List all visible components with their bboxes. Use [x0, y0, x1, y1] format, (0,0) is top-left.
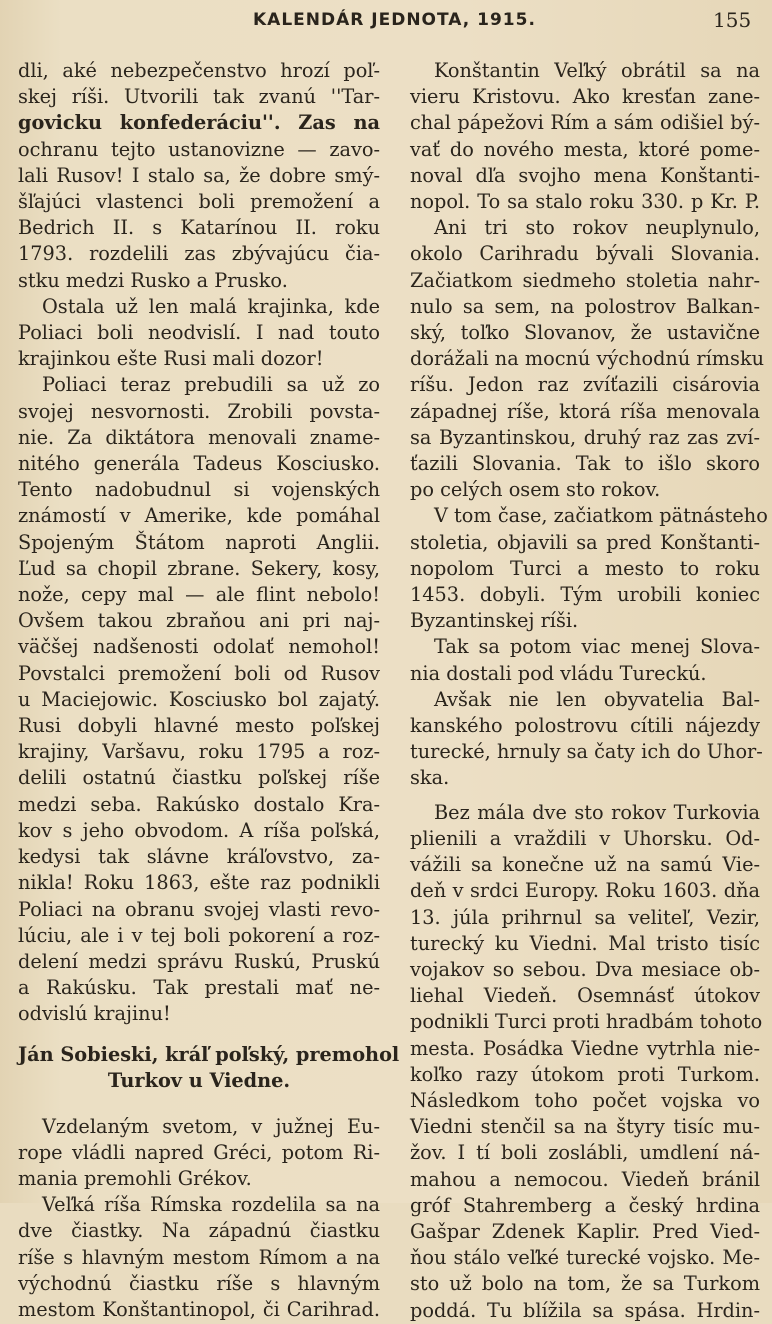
text-line: Poliaci na obranu svojej vlasti revo- — [18, 897, 380, 921]
text-line: ríšu. Jedon raz zvíťazili cisárovia — [410, 373, 760, 397]
text-line: lúciu, ale i v tej boli pokorení a roz- — [18, 923, 380, 947]
text-line: Začiatkom siedmeho stoletia nahr- — [410, 268, 760, 292]
text-line: mahou a nemocou. Viedeň bránil — [410, 1167, 760, 1191]
text-line: dve čiastky. Na západnú čiastku — [18, 1219, 380, 1243]
text-line: 1793. rozdelili zas zbývajúcu čia- — [18, 242, 380, 266]
heading-line: Ján Sobieski, kráľ poľský, premohol — [18, 1042, 400, 1066]
text-line: mestom Konštantinopol, či Carihrad. — [18, 1297, 380, 1321]
text-line: gróf Stahremberg a český hrdina — [410, 1193, 760, 1217]
text-line: vážili sa konečne už na samú Vie- — [410, 853, 760, 877]
text-line: delili ostatnú čiastku poľskej ríše — [18, 766, 380, 790]
text-line: vať do nového mesta, ktoré pome- — [410, 137, 760, 161]
text-line: ňou stálo veľké turecké vojsko. Me- — [410, 1246, 760, 1270]
paragraph — [18, 1192, 380, 1323]
text-line: svojej nesvornosti. Zrobili povsta- — [18, 399, 380, 423]
paragraph — [18, 58, 380, 294]
text-line: nulo sa sem, na polostrov Balkan- — [410, 294, 760, 318]
text-line: koľko razy útokom proti Turkom. — [410, 1062, 760, 1086]
paragraph — [18, 372, 380, 1027]
text-line: Avšak nie len obyvatelia Bal- — [434, 687, 760, 711]
text-line: krajinkou ešte Rusi mali dozor! — [18, 347, 324, 371]
paragraph — [410, 58, 760, 215]
text-line: Bez mála dve sto rokov Turkovia — [434, 800, 760, 824]
text-line: delení medzi správu Ruskú, Pruskú — [18, 949, 380, 973]
text-line: žov. I tí boli zoslábli, umdlení ná- — [410, 1141, 760, 1165]
text-line: u Maciejowic. Kosciusko bol zajatý. — [18, 687, 380, 711]
text-line: Tento nadobudnul si vojenských — [18, 478, 380, 502]
text-line: východnú čiastku ríše s hlavným — [18, 1271, 380, 1295]
paragraph — [410, 687, 763, 792]
text-line: mesta. Posádka Viedne vytrhla nie- — [410, 1036, 760, 1060]
paragraph — [18, 1114, 380, 1193]
text-line: Následkom toho počet vojska vo — [410, 1088, 760, 1112]
text-line: skej ríši. Utvorili tak zvanú ''Tar- — [18, 85, 380, 109]
text-line: mania premohli Grékov. — [18, 1166, 252, 1190]
text-line: odvislú krajinu! — [18, 1002, 171, 1026]
text-line: sa Byzantinskou, druhý raz zas zví- — [410, 425, 760, 449]
text-line: Gašpar Zdenek Kaplir. Pred Vied- — [410, 1219, 760, 1243]
section-heading — [18, 1042, 400, 1094]
text-line: kanského polostrovu cítili nájezdy — [410, 714, 760, 738]
left-column — [18, 58, 400, 1323]
page-number: 155 — [713, 8, 752, 32]
text-line: Ovšem takou zbraňou ani pri naj- — [18, 609, 380, 633]
paragraph — [410, 800, 763, 1324]
text-line: V tom čase, začiatkom pätnásteho — [434, 504, 768, 528]
text-line: liehal Viedeň. Osemnásť útokov — [410, 984, 760, 1008]
paragraph — [18, 294, 380, 373]
text-line: Ľud sa chopil zbrane. Sekery, kosy, — [18, 556, 380, 580]
text-line: noval dľa svojho mena Konštanti- — [410, 163, 760, 187]
text-line: ríše s hlavným mestom Rímom a na — [18, 1245, 380, 1269]
text-line: Ostala už len malá krajinka, kde — [42, 294, 380, 318]
paragraph — [410, 634, 760, 686]
text-line: nitého generála Tadeus Kosciusko. — [18, 452, 380, 476]
text-line: ťazili Slovania. Tak to išlo skoro — [410, 452, 760, 476]
text-line: Konštantin Veľký obrátil sa na — [434, 59, 760, 82]
text-line: Spojeným Štátom naproti Anglii. — [18, 530, 380, 554]
text-line: nopol. To sa stalo roku 330. p Kr. P. — [410, 190, 760, 214]
heading-line: Turkov u Viedne. — [107, 1068, 291, 1092]
text-line: chal pápežovi Rím a sám odišiel bý- — [410, 111, 760, 135]
text-line: stoletia, objavili sa pred Konštanti- — [410, 530, 760, 554]
text-line: ský, toľko Slovanov, že ustavične — [410, 321, 760, 345]
text-line: a Rakúsku. Tak prestali mať ne- — [18, 976, 380, 1000]
text-line: Vzdelaným svetom, v južnej Eu- — [42, 1114, 380, 1138]
text-line: ska. — [410, 766, 450, 790]
text-line: kedysi tak slávne kráľovstvo, za- — [18, 845, 380, 869]
text-line: nože, cepy mal — ale flint nebolo! — [18, 583, 380, 607]
running-title: KALENDÁR JEDNOTA, 1915. — [253, 10, 536, 30]
text-line: kov s jeho obvodom. A ríša poľská, — [18, 818, 380, 842]
text-line: poddá. Tu blížila sa spása. Hrdin- — [410, 1298, 760, 1322]
text-line: govicku konfederáciu''. Zas na — [18, 111, 380, 135]
text-line: väčšej nadšenosti odolať nemohol! — [18, 635, 380, 659]
text-line: plienili a vraždili v Uhorsku. Od- — [410, 826, 760, 850]
text-line: krajiny, Varšavu, roku 1795 a roz- — [18, 740, 380, 764]
text-line: ochranu tejto ustanovizne — zavo- — [18, 137, 380, 161]
text-line: Tak sa potom viac menej Slova- — [434, 635, 760, 659]
paragraph — [410, 503, 768, 634]
text-line: západnej ríše, ktorá ríša menovala — [410, 399, 760, 423]
text-line: vojakov so sebou. Dva mesiace ob- — [410, 957, 760, 981]
text-line: Bedrich II. s Katarínou II. roku — [18, 216, 380, 240]
text-line: vieru Kristovu. Ako kresťan zane- — [410, 85, 760, 109]
text-line: Byzantinskej ríši. — [410, 609, 579, 633]
text-line: dli, aké nebezpečenstvo hrozí poľ- — [18, 59, 380, 82]
text-line: okolo Carihradu bývali Slovania. — [410, 242, 760, 266]
text-line: dorážali na mocnú východnú rímsku — [410, 347, 765, 371]
text-line: 13. júla prihrnul sa veliteľ, Vezir, — [410, 905, 760, 929]
text-line: Poliaci boli neodvislí. I nad touto — [18, 321, 380, 345]
text-line: Rusi dobyli hlavné mesto poľskej — [18, 714, 380, 738]
text-line: nia dostali pod vládu Tureckú. — [410, 661, 707, 685]
text-line: šľajúci vlastenci boli premožení a — [18, 190, 380, 214]
text-line: po celých osem sto rokov. — [410, 478, 661, 502]
text-line: deň v srdci Europy. Roku 1603. dňa — [410, 879, 760, 903]
text-line: Ani tri sto rokov neuplynulo, — [434, 216, 760, 240]
text-line: sto už bolo na tom, že sa Turkom — [410, 1272, 760, 1296]
text-line: nie. Za diktátora menovali zname- — [18, 425, 380, 449]
text-line: Viedni stenčil sa na štyry tisíc mu- — [410, 1115, 760, 1139]
text-line: medzi seba. Rakúsko dostalo Kra- — [18, 792, 380, 816]
text-line: Veľká ríša Rímska rozdelila sa na — [42, 1193, 380, 1217]
paragraph — [410, 215, 765, 503]
text-line: turecké, hrnuly sa čaty ich do Uhor- — [410, 740, 763, 764]
text-line: turecký ku Viedni. Mal tristo tisíc — [410, 931, 760, 955]
text-line: Povstalci premožení boli od Rusov — [18, 661, 380, 685]
text-line: stku medzi Rusko a Prusko. — [18, 268, 288, 292]
page-header — [0, 8, 772, 38]
text-line: lali Rusov! I stalo sa, že dobre smý- — [18, 163, 380, 187]
right-column — [410, 58, 768, 1324]
text-line: známostí v Amerike, kde pomáhal — [18, 504, 380, 528]
text-line: 1453. dobyli. Tým urobili koniec — [410, 583, 760, 607]
text-line: podnikli Turci proti hradbám tohoto — [410, 1010, 763, 1034]
text-line: nopolom Turci a mesto to roku — [410, 556, 760, 580]
text-line: Poliaci teraz prebudili sa už zo — [42, 373, 380, 397]
text-line: nikla! Roku 1863, ešte raz podnikli — [18, 871, 380, 895]
text-line: rope vládli napred Gréci, potom Ri- — [18, 1140, 380, 1164]
